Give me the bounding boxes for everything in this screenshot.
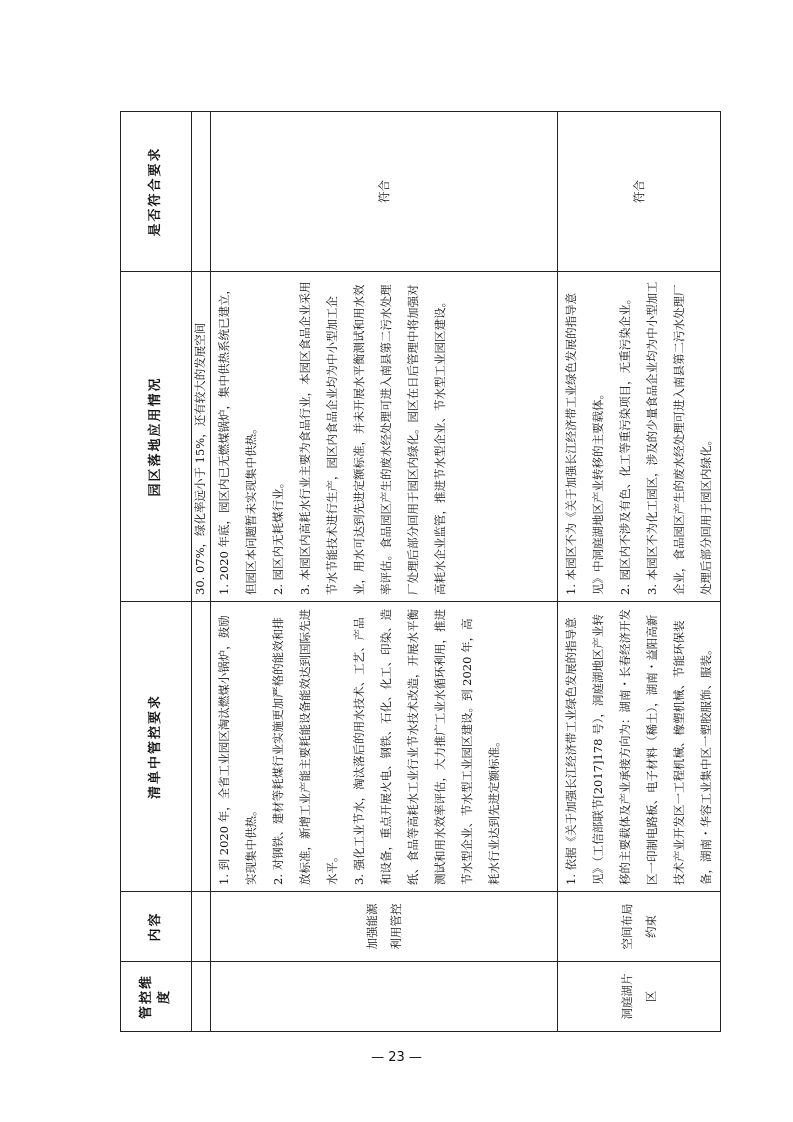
situation-item: 3. 本园区内高耗水行业主要为食品行业，本园区食品企业采用节水节能技术进行生产，园区内食品企业均为中小型加工企业，用水可达到先进定额标准，并未开展水平衡测试和用水效率评估。食品园区产生的废水经处理可进入南县第二污水处理厂处理后部分回用于园区内绿化。园区在日后管理中将加强对高耗水企业监管，推进节水型企业、节水型工业园区建设。 bbox=[298, 281, 447, 595]
table-row bbox=[211, 112, 558, 1032]
row-requirements bbox=[558, 602, 721, 892]
row-situation bbox=[211, 272, 558, 602]
row-compliance: 符合 bbox=[558, 112, 721, 272]
page-number: — 23 — bbox=[371, 1050, 422, 1065]
continuation-text: 30. 07%，绿化率远小于 15%，还有较大的发展空间 bbox=[192, 272, 211, 602]
header-dimension: 管控维度 bbox=[121, 962, 192, 1032]
situation-item: 2. 园区内不涉及有色、化工等重污染项目，无重污染企业。 bbox=[618, 292, 632, 595]
situation-item: 3. 本园区不为化工园区，涉及的少量食品企业均为中小型加工企业，食品园区产生的废水经处理可进入南县第二污水处理厂处理后部分回用于园区内绿化。 bbox=[645, 281, 713, 595]
requirement-item: 1. 到 2020 年，全省工业园区淘汰燃煤小锅炉，鼓励实现集中供热。 bbox=[217, 615, 258, 885]
header-situation: 园区落地应用情况 bbox=[121, 272, 192, 602]
row-content: 空间布局约束 bbox=[558, 892, 721, 962]
requirement-item: 1. 依据《关于加强长江经济带工业绿色发展的指导意见》（工信部联节[2017]178 号），洞庭湖地区产业转移的主要载体及产业承接方向为：湖南・长春经济开发区一印制电路板、电子材料（稀土），湖南・益阳高新技术产业开发区一工程机械、橡塑机械、节能环保装备，湖南・华容工业集中区一塑胶服饰、服装。 bbox=[564, 609, 713, 885]
requirement-item: 3. 强化工业节水，淘汰落后的用水技术、工艺、产品和设备，重点开展火电、钢铁、石化、化工、印染、造纸、食品等高耗水工业行业节水技术改造，开展水平衡测试和用水效率评估，大力推广工业水循环利用，推进节水型企业、节水型工业园区建设。到 2020 年，高耗水行业达到先进定额标准。 bbox=[352, 609, 501, 885]
row-compliance: 符合 bbox=[211, 112, 558, 272]
rotated-table-wrapper bbox=[120, 112, 713, 1032]
row-dimension bbox=[211, 962, 558, 1032]
row-situation bbox=[558, 272, 721, 602]
control-requirements-table bbox=[120, 111, 721, 1032]
situation-item: 1. 本园区不为《关于加强长江经济带工业绿色发展的指导意见》中洞庭湖地区产业转移的主要载体。 bbox=[564, 292, 605, 595]
row-requirements bbox=[211, 602, 558, 892]
header-content: 内容 bbox=[121, 892, 192, 962]
situation-item: 1. 2020 年底，园区内已无燃煤锅炉，集中供热系统已建立，但园区本问题暂未实现集中供热。 bbox=[217, 282, 258, 595]
row-content: 加强能源利用管控 bbox=[211, 892, 558, 962]
table-row bbox=[558, 112, 721, 1032]
header-requirements: 清单中管控要求 bbox=[121, 602, 192, 892]
row-dimension: 洞庭湖片区 bbox=[558, 962, 721, 1032]
situation-item: 2. 园区内无耗煤行业。 bbox=[271, 476, 285, 595]
requirement-item: 2. 对钢铁、建材等耗煤行业实施更加严格的能效和排放标准，新增工业产能主要耗能设备能效达到国际先进水平。 bbox=[271, 609, 339, 885]
header-compliance: 是否符合要求 bbox=[121, 112, 192, 272]
continuation-row bbox=[192, 112, 211, 1032]
table-header-row bbox=[121, 112, 192, 1032]
